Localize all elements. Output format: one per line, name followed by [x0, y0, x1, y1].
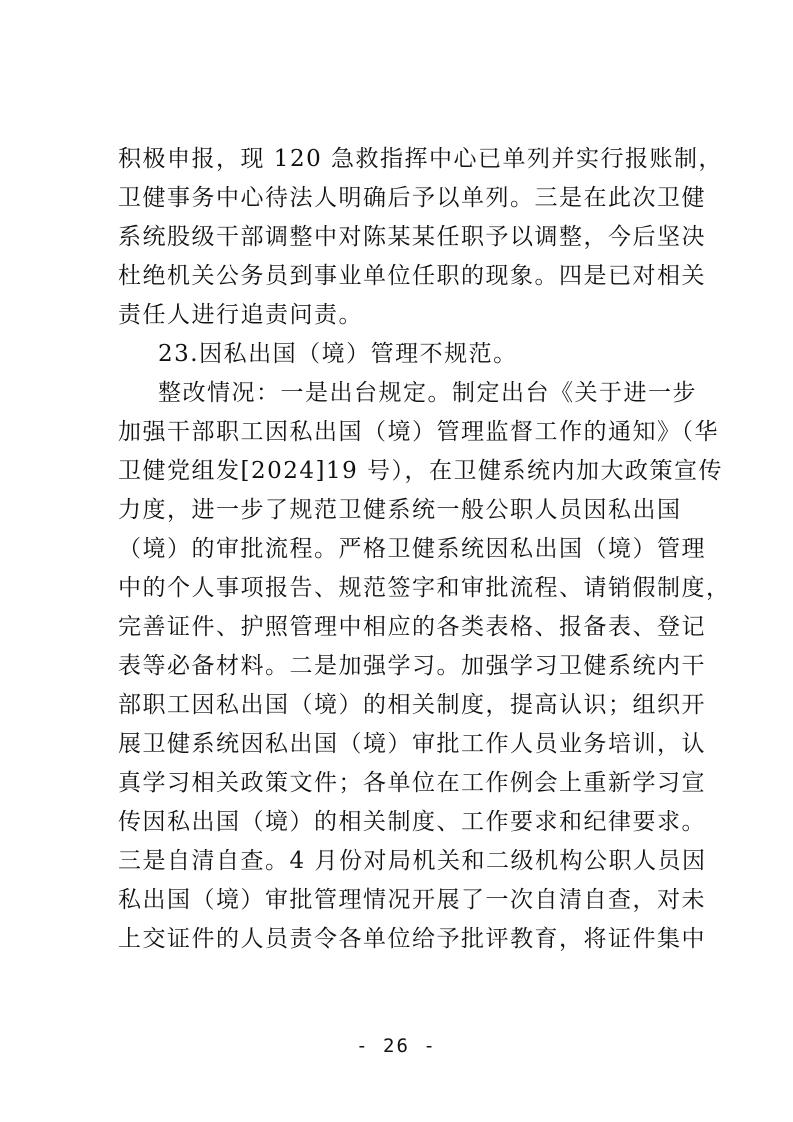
body-line: （境）的审批流程。严格卫健系统因私出国（境）管理	[118, 536, 706, 562]
body-line: 加强干部职工因私出国（境）管理监督工作的通知》（华	[118, 419, 719, 445]
section-heading: 23.因私出国（境）管理不规范。	[158, 341, 518, 367]
body-line: 系统股级干部调整中对陈某某任职予以调整，今后坚决	[118, 224, 706, 250]
page-number: - 26 -	[356, 1035, 437, 1057]
body-line: 卫健党组发[2024]19 号），在卫健系统内加大政策宣传	[118, 458, 724, 484]
body-line: 中的个人事项报告、规范签字和审批流程、请销假制度，	[118, 575, 731, 601]
body-line: 三是自清自查。4 月份对局机关和二级机构公职人员因	[118, 848, 707, 874]
body-line: 卫健事务中心待法人明确后予以单列。三是在此次卫健	[118, 185, 706, 211]
body-line: 上交证件的人员责令各单位给予批评教育，将证件集中	[118, 926, 706, 952]
body-line: 真学习相关政策文件；各单位在工作例会上重新学习宣	[118, 770, 706, 796]
body-line: 积极申报，现 120 急救指挥中心已单列并实行报账制，	[118, 146, 724, 172]
paragraph-start-line: 整改情况：一是出台规定。制定出台《关于进一步	[158, 380, 697, 406]
body-line: 展卫健系统因私出国（境）审批工作人员业务培训，认	[118, 731, 706, 757]
body-line: 杜绝机关公务员到事业单位任职的现象。四是已对相关	[118, 263, 706, 289]
body-line: 私出国（境）审批管理情况开展了一次自清自查，对未	[118, 887, 706, 913]
body-line: 部职工因私出国（境）的相关制度，提高认识；组织开	[118, 692, 706, 718]
body-line: 完善证件、护照管理中相应的各类表格、报备表、登记	[118, 614, 706, 640]
body-line: 表等必备材料。二是加强学习。加强学习卫健系统内干	[118, 653, 706, 679]
body-line: 力度，进一步了规范卫健系统一般公职人员因私出国	[118, 497, 682, 523]
body-line: 责任人进行追责问责。	[118, 302, 363, 328]
body-line: 传因私出国（境）的相关制度、工作要求和纪律要求。	[118, 809, 706, 835]
